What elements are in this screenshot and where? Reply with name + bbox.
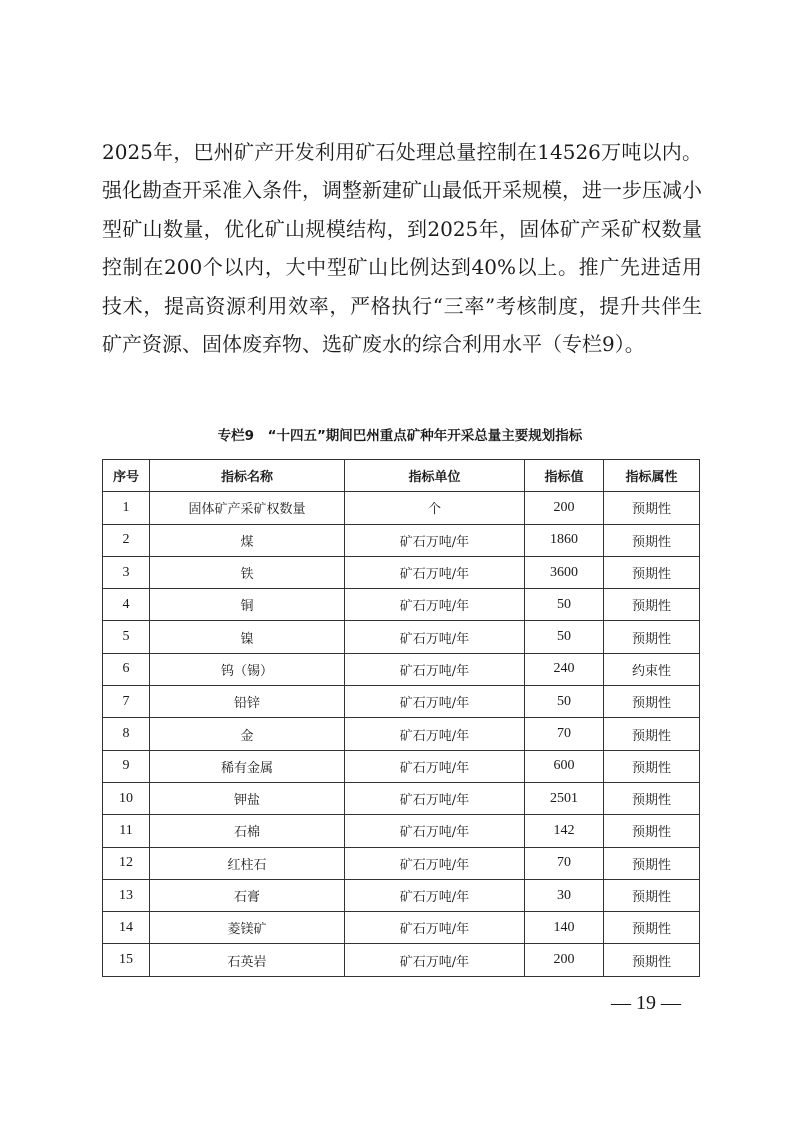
cell-indicator-attribute: 预期性 (604, 912, 700, 944)
table-row (103, 589, 700, 621)
cell-indicator-attribute: 预期性 (604, 782, 700, 814)
cell-index: 1 (103, 492, 150, 524)
cell-indicator-attribute: 预期性 (604, 686, 700, 718)
cell-indicator-name: 红柱石 (150, 847, 345, 879)
cell-indicator-value: 140 (525, 912, 604, 944)
cell-index: 4 (103, 589, 150, 621)
header-indicator-value: 指标值 (525, 460, 604, 492)
cell-indicator-unit: 矿石万吨/年 (345, 718, 525, 750)
table-caption: 专栏9 “十四五”期间巴州重点矿种年开采总量主要规划指标 (217, 428, 583, 444)
cell-indicator-name: 铁 (150, 556, 345, 588)
cell-indicator-name: 石膏 (150, 879, 345, 911)
cell-indicator-attribute: 预期性 (604, 944, 700, 976)
table-row (103, 621, 700, 653)
cell-indicator-value: 600 (525, 750, 604, 782)
cell-indicator-unit: 矿石万吨/年 (345, 524, 525, 556)
cell-indicator-unit: 矿石万吨/年 (345, 621, 525, 653)
table-row (103, 912, 700, 944)
table-row (103, 815, 700, 847)
cell-indicator-value: 142 (525, 815, 604, 847)
cell-indicator-attribute: 预期性 (604, 847, 700, 879)
cell-indicator-value: 200 (525, 492, 604, 524)
cell-index: 11 (103, 815, 150, 847)
cell-indicator-unit: 矿石万吨/年 (345, 782, 525, 814)
table-row (103, 782, 700, 814)
cell-indicator-attribute: 预期性 (604, 879, 700, 911)
cell-indicator-name: 石英岩 (150, 944, 345, 976)
cell-indicator-unit: 个 (345, 492, 525, 524)
cell-indicator-unit: 矿石万吨/年 (345, 589, 525, 621)
cell-indicator-value: 30 (525, 879, 604, 911)
cell-index: 7 (103, 686, 150, 718)
header-indicator-name: 指标名称 (150, 460, 345, 492)
cell-indicator-name: 菱镁矿 (150, 912, 345, 944)
header-indicator-unit: 指标单位 (345, 460, 525, 492)
cell-indicator-attribute: 预期性 (604, 492, 700, 524)
cell-indicator-name: 铅锌 (150, 686, 345, 718)
cell-indicator-unit: 矿石万吨/年 (345, 879, 525, 911)
cell-index: 12 (103, 847, 150, 879)
cell-indicator-name: 金 (150, 718, 345, 750)
table-row (103, 686, 700, 718)
cell-indicator-attribute: 预期性 (604, 621, 700, 653)
cell-indicator-name: 稀有金属 (150, 750, 345, 782)
cell-index: 3 (103, 556, 150, 588)
cell-index: 2 (103, 524, 150, 556)
cell-indicator-name: 煤 (150, 524, 345, 556)
table-row (103, 524, 700, 556)
cell-indicator-value: 1860 (525, 524, 604, 556)
cell-indicator-attribute: 预期性 (604, 815, 700, 847)
cell-indicator-value: 50 (525, 686, 604, 718)
indicator-table (102, 459, 700, 977)
cell-indicator-attribute: 预期性 (604, 589, 700, 621)
cell-indicator-unit: 矿石万吨/年 (345, 686, 525, 718)
cell-indicator-name: 镍 (150, 621, 345, 653)
table-row (103, 944, 700, 976)
cell-index: 14 (103, 912, 150, 944)
cell-indicator-name: 钨（锡） (150, 653, 345, 685)
table-row (103, 750, 700, 782)
cell-indicator-name: 铜 (150, 589, 345, 621)
cell-indicator-value: 2501 (525, 782, 604, 814)
cell-indicator-value: 240 (525, 653, 604, 685)
cell-indicator-name: 石棉 (150, 815, 345, 847)
cell-indicator-unit: 矿石万吨/年 (345, 653, 525, 685)
cell-indicator-attribute: 约束性 (604, 653, 700, 685)
cell-index: 6 (103, 653, 150, 685)
cell-indicator-unit: 矿石万吨/年 (345, 750, 525, 782)
table-row (103, 879, 700, 911)
cell-indicator-attribute: 预期性 (604, 750, 700, 782)
cell-indicator-attribute: 预期性 (604, 556, 700, 588)
table-row (103, 653, 700, 685)
cell-indicator-unit: 矿石万吨/年 (345, 815, 525, 847)
body-paragraph: 2025年，巴州矿产开发利用矿石处理总量控制在14526万吨以内。强化勘查开采准入条件，调整新建矿山最低开采规模，进一步压减小型矿山数量，优化矿山规模结构，到2025年，固体矿产采矿权数量控制在200个以内，大中型矿山比例达到40%以上。推广先进适用技术，提高资源利用效率，严格执行“三率”考核制度，提升共伴生矿产资源、固体废弃物、选矿废水的综合利用水平（专栏9）。 (102, 140, 702, 357)
cell-indicator-attribute: 预期性 (604, 718, 700, 750)
cell-index: 8 (103, 718, 150, 750)
cell-indicator-value: 3600 (525, 556, 604, 588)
header-indicator-attribute: 指标属性 (604, 460, 700, 492)
table-row (103, 492, 700, 524)
cell-index: 13 (103, 879, 150, 911)
table-row (103, 556, 700, 588)
cell-index: 9 (103, 750, 150, 782)
cell-indicator-value: 70 (525, 718, 604, 750)
cell-indicator-attribute: 预期性 (604, 524, 700, 556)
header-index: 序号 (103, 460, 150, 492)
cell-index: 5 (103, 621, 150, 653)
cell-indicator-value: 200 (525, 944, 604, 976)
cell-indicator-value: 70 (525, 847, 604, 879)
cell-index: 15 (103, 944, 150, 976)
table-header-row (103, 460, 700, 492)
page-number: — 19 — (611, 992, 681, 1014)
cell-indicator-name: 钾盐 (150, 782, 345, 814)
cell-indicator-unit: 矿石万吨/年 (345, 847, 525, 879)
cell-indicator-value: 50 (525, 589, 604, 621)
table-row (103, 847, 700, 879)
cell-indicator-unit: 矿石万吨/年 (345, 944, 525, 976)
cell-indicator-unit: 矿石万吨/年 (345, 912, 525, 944)
cell-indicator-unit: 矿石万吨/年 (345, 556, 525, 588)
table-row (103, 718, 700, 750)
cell-indicator-name: 固体矿产采矿权数量 (150, 492, 345, 524)
cell-index: 10 (103, 782, 150, 814)
cell-indicator-value: 50 (525, 621, 604, 653)
